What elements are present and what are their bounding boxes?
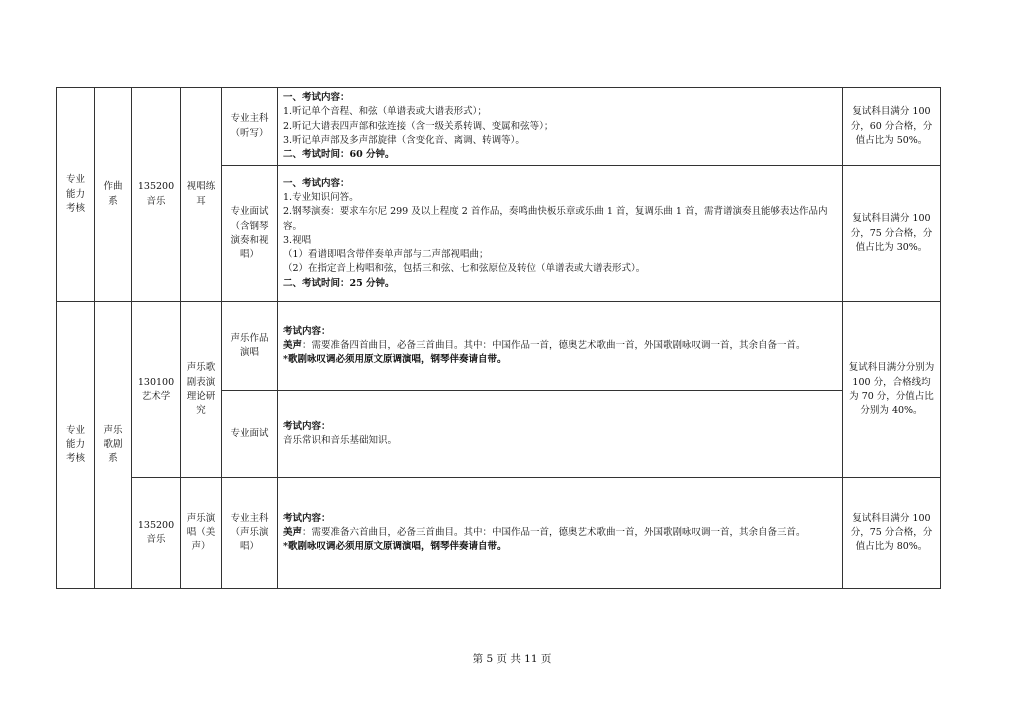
content-line: 1.听记单个音程、和弦（单谱表或大谱表形式）； <box>283 106 487 118</box>
major-cell: 135200音乐 <box>132 478 181 589</box>
department-cell: 作曲系 <box>95 88 132 302</box>
content-line: 1.专业知识问答。 <box>283 192 359 203</box>
subject-cell: 专业面试 <box>222 391 278 478</box>
content-line <box>283 339 837 353</box>
exam-content-cell <box>278 391 843 478</box>
content-line: （1）看谱即唱含带伴奏单声部与二声部视唱曲； <box>283 249 489 260</box>
exam-content-cell <box>278 302 843 391</box>
subject-cell: 专业主科（听写） <box>222 88 278 166</box>
content-line: 一、考试内容： <box>283 92 350 103</box>
major-cell: 130100艺术学 <box>132 302 181 478</box>
category-cell: 专业能力考核 <box>57 302 95 589</box>
content-line: 3.视唱 <box>283 234 312 246</box>
page-number: 第 5 页 共 11 页 <box>472 653 552 665</box>
score-cell: 复试科目满分 100 分，75 分合格，分值占比为 30%。 <box>843 166 941 302</box>
content-note: *歌剧咏叹调必须用原文原调演唱，钢琴伴奏请自带。 <box>283 541 507 553</box>
content-note: *歌剧咏叹调必须用原文原调演唱，钢琴伴奏请自带。 <box>283 354 507 366</box>
table-row <box>57 302 941 391</box>
exam-content-cell <box>278 88 843 166</box>
direction-cell: 声乐演唱（美声） <box>181 478 222 589</box>
content-line: 2.钢琴演奏：要求车尔尼 299 及以上程度 2 首作品，奏鸣曲快板乐章或乐曲 1 首，复调乐曲 1 首，需背谱演奏且能够表达作品内容。 <box>283 206 828 232</box>
exam-content-cell <box>278 166 843 302</box>
score-cell: 复试科目满分分别为 100 分，合格线均为 70 分，分值占比分别为 40%。 <box>843 302 941 478</box>
admission-exam-table <box>56 87 941 589</box>
direction-cell: 视唱练耳 <box>181 88 222 302</box>
score-cell: 复试科目满分 100 分，75 分合格，分值占比为 80%。 <box>843 478 941 589</box>
table-row <box>57 88 941 166</box>
content-title: 考试内容： <box>283 512 331 524</box>
content-body: 音乐常识和音乐基础知识。 <box>283 435 398 447</box>
content-body: ：需要准备六首曲目，必备三首曲目。其中：中国作品一首，德奥艺术歌曲一首，外国歌剧咏叹调一首，其余自备三首。 <box>302 527 806 539</box>
table-row <box>57 478 941 589</box>
category-cell: 专业能力考核 <box>57 88 95 302</box>
subject-cell: 声乐作品演唱 <box>222 302 278 391</box>
department-cell: 声乐歌剧系 <box>95 302 132 589</box>
content-line: 一、考试内容： <box>283 177 350 189</box>
major-cell: 135200音乐 <box>132 88 181 302</box>
direction-cell: 声乐歌剧表演理论研究 <box>181 302 222 478</box>
content-line: 二、考试时间：60 分钟。 <box>283 149 395 160</box>
exam-content-cell <box>278 478 843 589</box>
content-title: 考试内容： <box>283 325 331 337</box>
content-line: 3.听记单声部及多声部旋律（含变化音、离调、转调等）。 <box>283 134 525 146</box>
content-body: ：需要准备四首曲目，必备三首曲目。其中：中国作品一首，德奥艺术歌曲一首，外国歌剧咏叹调一首，其余自备一首。 <box>302 340 806 352</box>
score-cell: 复试科目满分 100 分，60 分合格，分值占比为 50%。 <box>843 88 941 166</box>
voice-type-label: 美声 <box>283 340 303 352</box>
voice-type-label: 美声 <box>283 527 303 539</box>
content-line: 2.听记大谱表四声部和弦连接（含一级关系转调、变属和弦等）； <box>283 120 554 132</box>
subject-cell: 专业面试（含钢琴演奏和视唱） <box>222 166 278 302</box>
content-line <box>283 526 837 540</box>
subject-cell: 专业主科（声乐演唱） <box>222 478 278 589</box>
content-line: 二、考试时间：25 分钟。 <box>283 277 395 289</box>
content-title: 考试内容： <box>283 421 331 432</box>
content-line: （2）在指定音上构唱和弦，包括三和弦、七和弦原位及转位（单谱表或大谱表形式）。 <box>283 263 646 275</box>
